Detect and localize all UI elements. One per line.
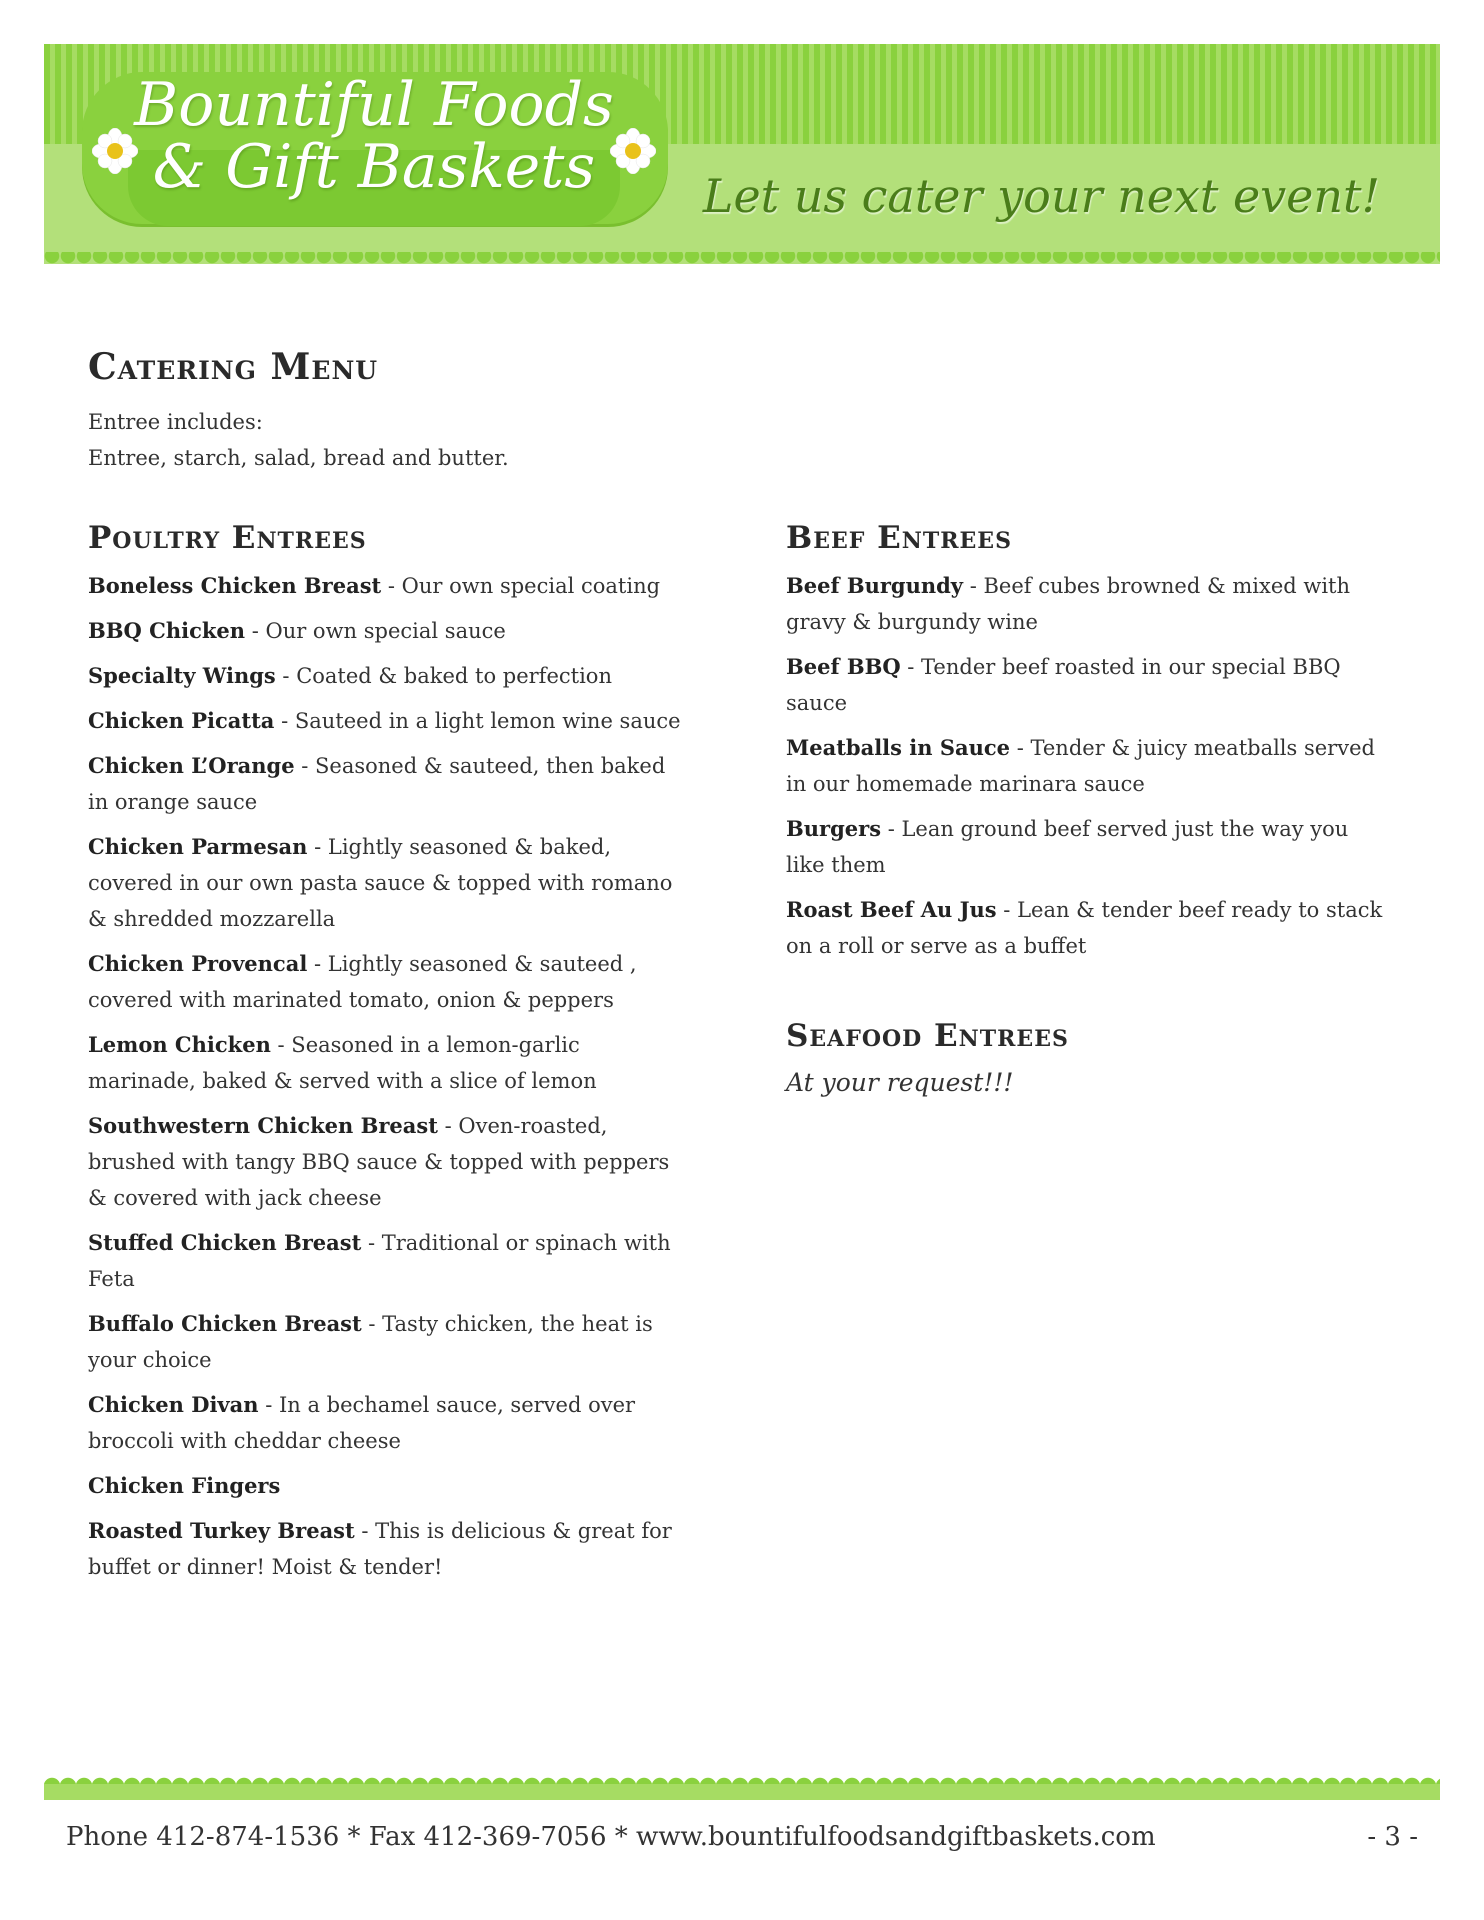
menu-item: [88, 1027, 688, 1099]
poultry-list: [88, 568, 688, 1594]
menu-item: [88, 1513, 688, 1585]
item-name: Burgers: [786, 816, 882, 841]
item-desc: - Lean ground beef served just the way you like them: [786, 817, 1349, 877]
menu-item: [88, 1306, 688, 1378]
menu-item: [786, 892, 1386, 964]
item-name: Buffalo Chicken Breast: [88, 1311, 362, 1336]
menu-item: [88, 748, 688, 820]
poultry-heading: Poultry Entrees: [88, 520, 367, 556]
menu-item: [88, 1468, 688, 1504]
item-name: Chicken Fingers: [88, 1473, 281, 1498]
menu-item: [88, 946, 688, 1018]
item-name: Southwestern Chicken Breast: [88, 1113, 438, 1138]
item-desc: - Traditional or spinach with Feta: [88, 1231, 671, 1291]
item-desc: - Lightly seasoned & sauteed , covered with marinated tomato, onion & peppers: [88, 952, 637, 1012]
item-name: Stuffed Chicken Breast: [88, 1230, 362, 1255]
brand-logo-text: [128, 70, 620, 202]
menu-item: [786, 649, 1386, 721]
menu-item: [88, 658, 688, 694]
item-desc: - Seasoned & sauteed, then baked in orange sauce: [88, 754, 666, 814]
footer-bar: [44, 1784, 1440, 1800]
intro-text: [88, 404, 509, 476]
brand-line-1: Bountiful Foods: [134, 70, 614, 140]
item-desc: - Lightly seasoned & baked, covered in our own pasta sauce & topped with romano & shredded mozzarella: [88, 835, 673, 931]
item-desc: - Beef cubes browned & mixed with gravy & burgundy wine: [786, 574, 1351, 634]
menu-item: [88, 568, 688, 604]
item-name: Chicken Parmesan: [88, 834, 308, 859]
item-name: Chicken Provencal: [88, 951, 308, 976]
item-name: Beef Burgundy: [786, 573, 964, 598]
seafood-heading: Seafood Entrees: [786, 1018, 1069, 1054]
item-desc: - Sauteed in a light lemon wine sauce: [274, 709, 681, 733]
menu-item: [88, 703, 688, 739]
item-desc: - Oven-roasted, brushed with tangy BBQ sauce & topped with peppers & covered with jack cheese: [88, 1114, 670, 1210]
item-desc: - Lean & tender beef ready to stack on a roll or serve as a buffet: [786, 898, 1383, 958]
menu-item: [88, 829, 688, 937]
menu-item: [88, 613, 688, 649]
intro-line-2: Entree, starch, salad, bread and butter.: [88, 446, 509, 470]
item-name: Lemon Chicken: [88, 1032, 271, 1057]
item-name: Specialty Wings: [88, 663, 276, 688]
item-name: BBQ Chicken: [88, 618, 246, 643]
page-title: Catering Menu: [88, 346, 379, 388]
brand-line-2: & Gift Baskets: [152, 132, 596, 202]
menu-item: [786, 568, 1386, 640]
item-desc: - Our own special sauce: [245, 619, 506, 643]
item-name: Chicken Divan: [88, 1392, 259, 1417]
seafood-note: At your request!!!: [786, 1068, 1014, 1097]
item-name: Roast Beef Au Jus: [786, 897, 997, 922]
banner-scallop-edge: [44, 252, 1440, 272]
footer-contact: Phone 412-874-1536 * Fax 412-369-7056 * www.bountifulfoodsandgiftbaskets.com: [66, 1822, 1156, 1852]
menu-item: [88, 1225, 688, 1297]
item-name: Meatballs in Sauce: [786, 735, 1011, 760]
item-desc: - Tender beef roasted in our special BBQ sauce: [786, 655, 1341, 715]
menu-item: [88, 1387, 688, 1459]
item-desc: - Tender & juicy meatballs served in our homemade marinara sauce: [786, 736, 1375, 796]
menu-item: [786, 730, 1386, 802]
item-desc: - Seasoned in a lemon-garlic marinade, baked & served with a slice of lemon: [88, 1033, 597, 1093]
tagline: Let us cater your next event!: [702, 169, 1380, 223]
item-name: Chicken L’Orange: [88, 753, 295, 778]
beef-heading: Beef Entrees: [786, 520, 1012, 556]
item-desc: - In a bechamel sauce, served over broccoli with cheddar cheese: [88, 1393, 636, 1453]
beef-list: [786, 568, 1386, 973]
item-name: Roasted Turkey Breast: [88, 1518, 355, 1543]
item-desc: - Tasty chicken, the heat is your choice: [88, 1312, 653, 1372]
item-name: Boneless Chicken Breast: [88, 573, 382, 598]
item-name: Beef BBQ: [786, 654, 901, 679]
item-desc: - Coated & baked to perfection: [275, 664, 612, 688]
menu-item: [88, 1108, 688, 1216]
intro-line-1: Entree includes:: [88, 410, 263, 434]
page-number: - 3 -: [1367, 1822, 1418, 1852]
item-desc: - Our own special coating: [381, 574, 661, 598]
item-desc: - This is delicious & great for buffet or dinner! Moist & tender!: [88, 1519, 672, 1579]
item-name: Chicken Picatta: [88, 708, 275, 733]
menu-item: [786, 811, 1386, 883]
